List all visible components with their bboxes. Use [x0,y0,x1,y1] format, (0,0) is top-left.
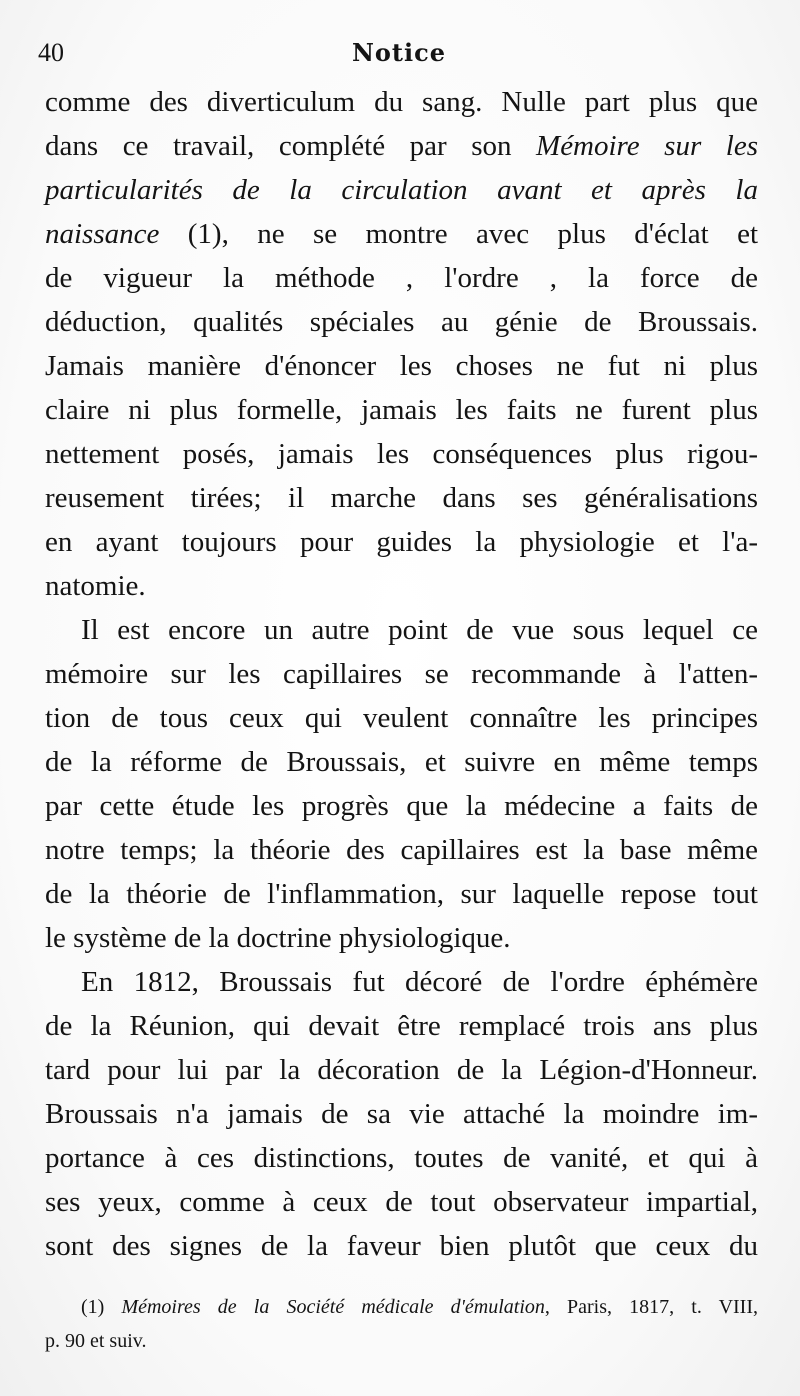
text-line: natomie. [45,570,146,602]
text-line: en ayant toujours pour guides la physiologie et l'a- [45,526,758,558]
text-line: claire ni plus formelle, jamais les faits ne furent plus [45,394,758,426]
footnote-line: (1) Mémoires de la Société médicale d'émulation, Paris, 1817, t. VIII, [81,1296,758,1318]
page-number: 40 [38,38,64,67]
running-head: Notice [351,38,447,67]
text-line: de la théorie de l'inflammation, sur laquelle repose tout [45,878,758,910]
text-line: tion de tous ceux qui veulent connaître les principes [45,702,758,734]
text-line: dans ce travail, complété par son Mémoire sur les [45,130,758,162]
text-line: mémoire sur les capillaires se recommande à l'atten- [45,658,758,690]
text-line: naissance (1), ne se montre avec plus d'éclat et [45,218,758,250]
text-line: Jamais manière d'énoncer les choses ne fut ni plus [45,350,758,382]
text-line: particularités de la circulation avant et après la [45,174,758,206]
text-line: le système de la doctrine physiologique. [45,922,511,954]
text-line: sont des signes de la faveur bien plutôt que ceux du [45,1230,758,1262]
text-line: ses yeux, comme à ceux de tout observateur impartial, [45,1186,758,1218]
text-line: reusement tirées; il marche dans ses généralisations [45,482,758,514]
footnote-line: p. 90 et suiv. [45,1330,147,1352]
text-line: nettement posés, jamais les conséquences plus rigou- [45,438,758,470]
text-line: de la réforme de Broussais, et suivre en même temps [45,746,758,778]
page-header [38,38,760,78]
text-line: Il est encore un autre point de vue sous lequel ce [81,614,758,646]
text-line: tard pour lui par la décoration de la Légion-d'Honneur. [45,1054,758,1086]
footnote [45,1290,758,1358]
body-text [45,80,758,1268]
text-line: portance à ces distinctions, toutes de vanité, et qui à [45,1142,758,1174]
text-line: de la Réunion, qui devait être remplacé trois ans plus [45,1010,758,1042]
text-line: par cette étude les progrès que la médecine a faits de [45,790,758,822]
text-line: comme des diverticulum du sang. Nulle part plus que [45,86,758,118]
text-line: En 1812, Broussais fut décoré de l'ordre éphémère [81,966,758,998]
text-line: notre temps; la théorie des capillaires est la base même [45,834,758,866]
text-line: Broussais n'a jamais de sa vie attaché la moindre im- [45,1098,758,1130]
text-line: déduction, qualités spéciales au génie de Broussais. [45,306,758,338]
text-line: de vigueur la méthode , l'ordre , la force de [45,262,758,294]
